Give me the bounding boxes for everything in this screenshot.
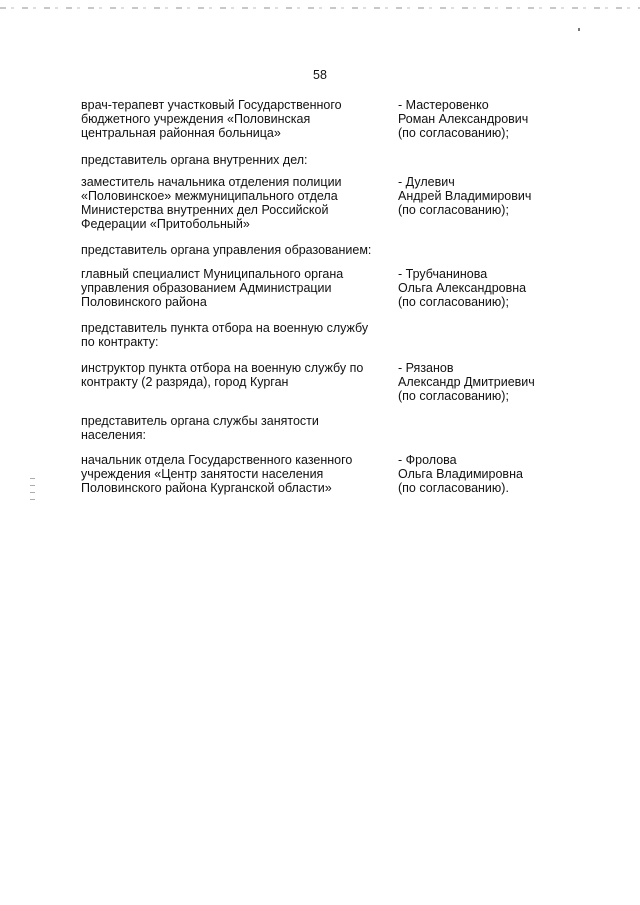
scan-artifact-mark [578, 28, 580, 31]
section-heading: представитель пункта отбора на военную службу по контракту: [81, 321, 369, 349]
member-name: - Дулевич Андрей Владимирович (по согласованию); [398, 175, 532, 217]
scan-artifact-top [0, 7, 640, 9]
member-name: - Трубчанинова Ольга Александровна (по согласованию); [398, 267, 527, 309]
scan-artifact-left [30, 478, 35, 506]
position-description: начальник отдела Государственного казенного учреждения «Центр занятости населения Половинского района Курганской области» [81, 453, 353, 495]
position-description: заместитель начальника отделения полиции «Половинское» межмуниципального отдела Министерства внутренних дел Российской Федерации «Притобольный» [81, 175, 342, 231]
section-heading: представитель органа службы занятости населения: [81, 414, 319, 442]
member-name: - Рязанов Александр Дмитриевич (по согласованию); [398, 361, 535, 403]
section-heading: представитель органа внутренних дел: [81, 153, 308, 167]
page-number: 58 [313, 68, 327, 82]
member-name: - Фролова Ольга Владимировна (по согласованию). [398, 453, 523, 495]
position-description: главный специалист Муниципального органа управления образованием Администрации Половинского района [81, 267, 344, 309]
member-name: - Мастеровенко Роман Александрович (по согласованию); [398, 98, 529, 140]
position-description: врач-терапевт участковый Государственного бюджетного учреждения «Половинская центральная районная больница» [81, 98, 342, 140]
position-description: инструктор пункта отбора на военную службу по контракту (2 разряда), город Курган [81, 361, 364, 389]
section-heading: представитель органа управления образованием: [81, 243, 372, 257]
